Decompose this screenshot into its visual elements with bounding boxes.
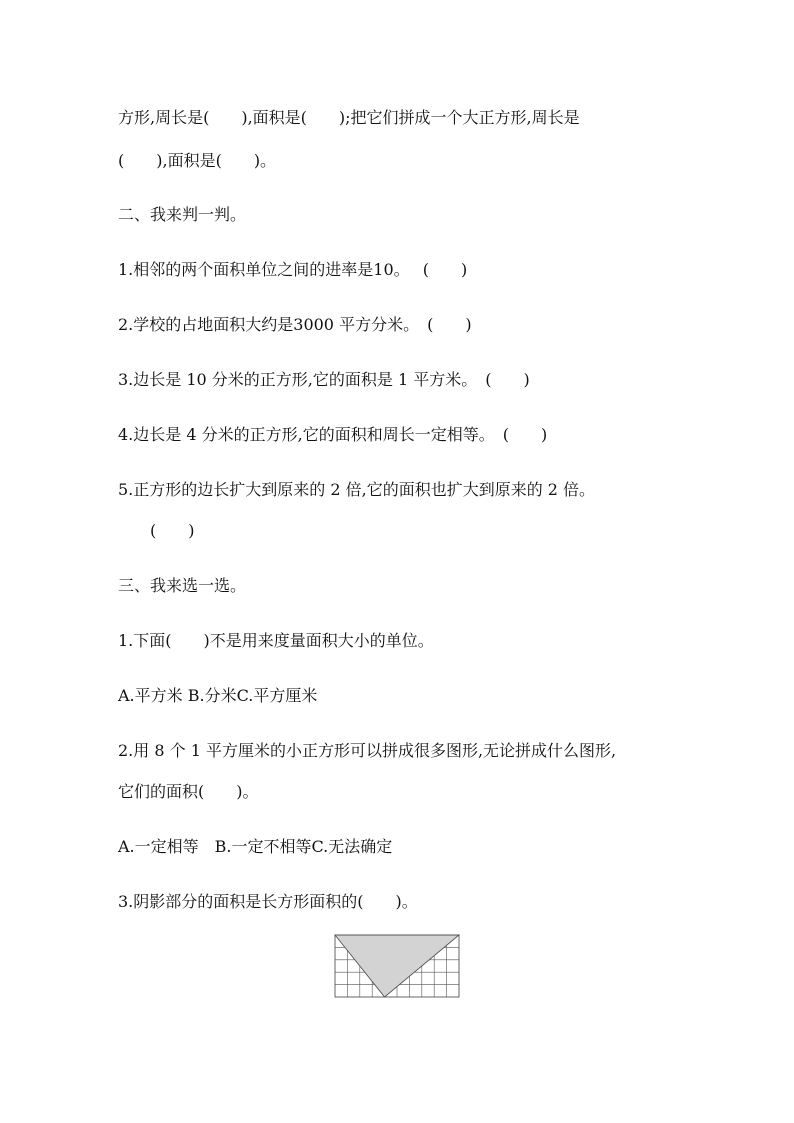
- choice-question-3: 3.阴影部分的面积是长方形面积的( )。: [118, 892, 418, 911]
- shaded-triangle-grid-figure: [334, 934, 460, 998]
- judge-question-2: 2.学校的占地面积大约是3000 平方分米。 ( ): [118, 315, 472, 334]
- judge-question-5: 5.正方形的边长扩大到原来的 2 倍,它的面积也扩大到原来的 2 倍。: [118, 480, 596, 499]
- choice-question-2-continued: 它们的面积( )。: [118, 782, 259, 801]
- judge-question-4: 4.边长是 4 分米的正方形,它的面积和周长一定相等。 ( ): [118, 425, 548, 444]
- fill-blank-question-end: ( ),面积是( )。: [118, 151, 277, 170]
- judge-question-3: 3.边长是 10 分米的正方形,它的面积是 1 平方米。 ( ): [118, 370, 530, 389]
- judge-question-5-answer-blank: ( ): [150, 521, 195, 540]
- choice-question-1: 1.下面( )不是用来度量面积大小的单位。: [118, 631, 434, 650]
- choice-question-2: 2.用 8 个 1 平方厘米的小正方形可以拼成很多图形,无论拼成什么图形,: [118, 741, 617, 760]
- judge-question-1: 1.相邻的两个面积单位之间的进率是10。 ( ): [118, 260, 468, 279]
- fill-blank-question-continued: 方形,周长是( ),面积是( );把它们拼成一个大正方形,周长是: [118, 108, 580, 127]
- section-heading-choose: 三、我来选一选。: [118, 576, 247, 595]
- choice-question-2-options: A.一定相等 B.一定不相等C.无法确定: [118, 837, 393, 856]
- section-heading-judge: 二、我来判一判。: [118, 205, 247, 224]
- choice-question-1-options: A.平方米 B.分米C.平方厘米: [118, 686, 318, 705]
